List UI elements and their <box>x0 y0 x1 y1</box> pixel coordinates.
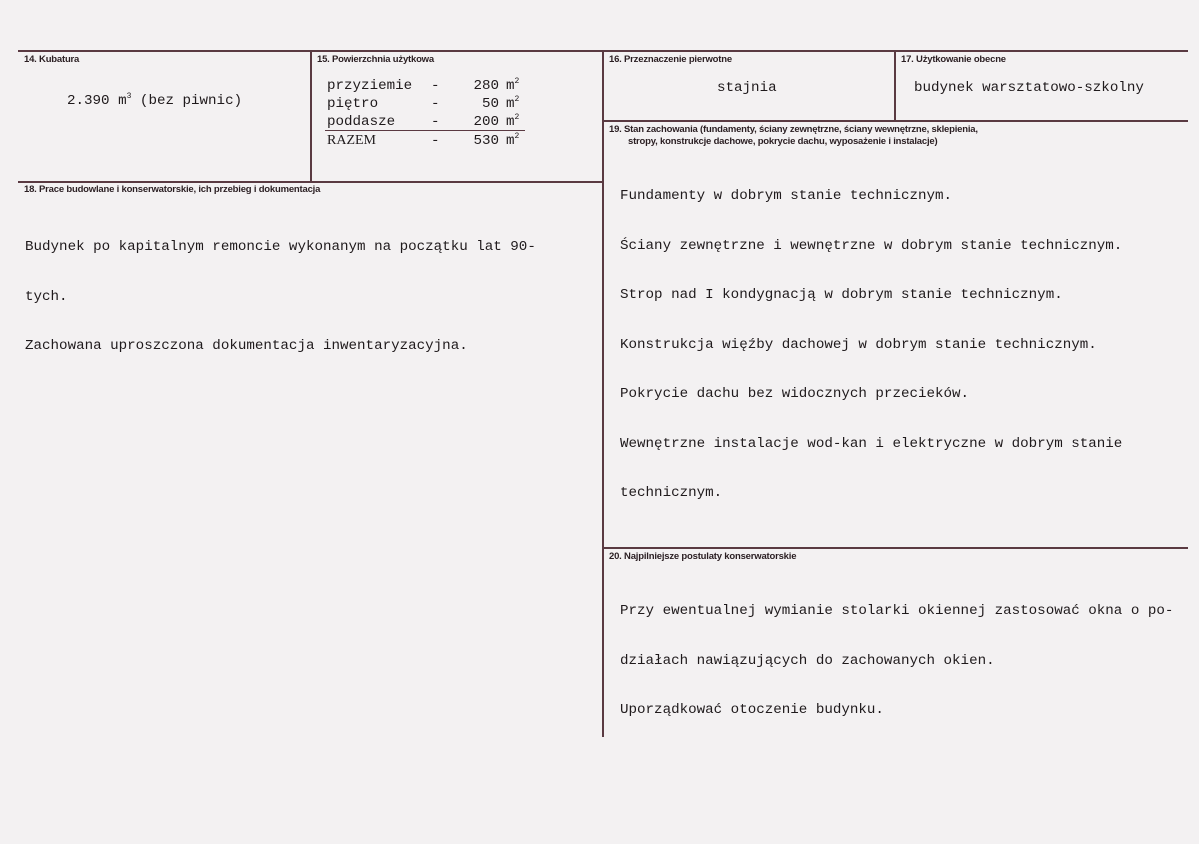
powierzchnia-table <box>327 78 527 151</box>
prace-header: 18. Prace budowlane i konserwatorskie, ich przebieg i dokumentacja <box>24 184 321 195</box>
przeznaczenie-header: 16. Przeznaczenie pierwotne <box>609 54 732 65</box>
postulaty-line: działach nawiązujących do zachowanych okien. <box>620 652 995 669</box>
stan-line: Wewnętrzne instalacje wod-kan i elektryczne w dobrym stanie <box>620 435 1123 452</box>
stan-header-line2: stropy, konstrukcje dachowe, pokrycie dachu, wyposażenie i instalacje) <box>628 136 938 147</box>
postulaty-line: Uporządkować otoczenie budynku. <box>620 702 884 718</box>
stan-line: Fundamenty w dobrym stanie technicznym. <box>620 188 953 204</box>
prace-line: Budynek po kapitalnym remoncie wykonanym na początku lat 90- <box>25 239 536 255</box>
przeznaczenie-value: stajnia <box>717 80 777 96</box>
postulaty-text <box>620 570 1173 752</box>
stan-line: Pokrycie dachu bez widocznych przecieków. <box>620 386 970 402</box>
prace-text <box>25 206 536 388</box>
stan-text <box>620 155 1122 535</box>
stan-line: Strop nad I kondygnacją w dobrym stanie technicznym. <box>620 287 1063 303</box>
stan-line: Ściany zewnętrzne i wewnętrzne w dobrym stanie technicznym. <box>620 237 1123 254</box>
prace-line: tych. <box>25 288 68 305</box>
area-row-pietro: piętro - 50 $m^2$ <box>327 95 520 112</box>
stan-header-line1: 19. Stan zachowania (fundamenty, ściany zewnętrzne, ściany wewnętrzne, sklepienia, <box>609 124 978 135</box>
area-row-poddasze: poddasze - 200 $m^2$ <box>327 113 520 130</box>
stan-line: Konstrukcja więźby dachowej w dobrym stanie technicznym. <box>620 336 1097 353</box>
prace-line: Zachowana uproszczona dokumentacja inwentaryzacyjna. <box>25 338 468 354</box>
stan-line: technicznym. <box>620 485 723 501</box>
kubatura-value: 2.390 $m^3$ (bez piwnic) <box>67 92 243 109</box>
area-row-razem: RAZEM - 530 $m^2$ <box>327 132 520 149</box>
area-row-przyziemie: przyziemie - 280 $m^2$ <box>327 77 520 94</box>
divider-14-15 <box>310 50 312 183</box>
powierzchnia-header: 15. Powierzchnia użytkowa <box>317 54 434 65</box>
rule-above-20 <box>603 547 1188 549</box>
uzytkowanie-value: budynek warsztatowo-szkolny <box>914 80 1144 96</box>
postulaty-line: Przy ewentualnej wymianie stolarki okiennej zastosować okna o po- <box>620 603 1174 619</box>
kubatura-header: 14. Kubatura <box>24 54 80 65</box>
divider-main <box>602 50 604 737</box>
divider-16-17 <box>894 50 896 122</box>
postulaty-header: 20. Najpilniejsze postulaty konserwatorskie <box>609 551 797 562</box>
uzytkowanie-header: 17. Użytkowanie obecne <box>901 54 1006 65</box>
